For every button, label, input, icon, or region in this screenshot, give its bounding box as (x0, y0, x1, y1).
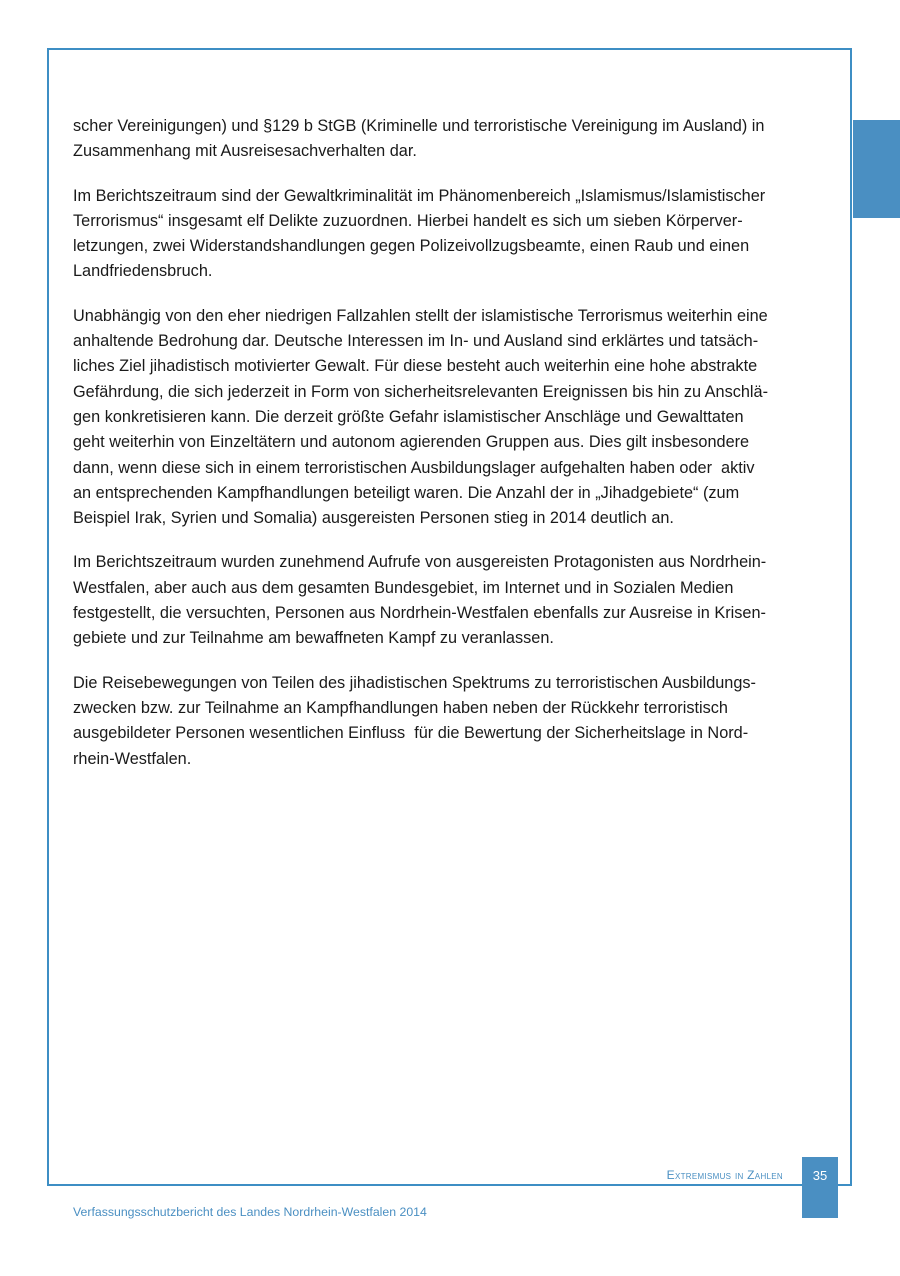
paragraph: Im Berichtszeitraum sind der Gewaltkriminalität im Phänomenbereich „Islamismus/Islamistischer Terrorismus“ insgesamt elf Delikte zuzuordnen. Hierbei handelt es sich um sieben Körperver- letzungen, zwei Widerstandshandlungen gegen Polizeivollzugsbeamte, einen Raub und einen Landfriedensbruch. (73, 186, 766, 281)
paragraph: scher Vereinigungen) und §129 b StGB (Kriminelle und terroristische Vereinigung im Ausland) in Zusammenhang mit Ausreisesachverhalten dar. (73, 117, 765, 161)
paragraph: Die Reisebewegungen von Teilen des jihadistischen Spektrums zu terroristischen Ausbildungs- zwecken bzw. zur Teilnahme an Kampfhandlungen haben neben der Rückkehr terroristisch ausgebildeter Personen wesentlichen Einfluss für die Bewertung der Sicherheitslage in Nord- rhein-Westfalen. (73, 673, 756, 768)
body-text (73, 114, 813, 791)
chapter-tab-marker (853, 120, 900, 218)
running-head: Extremismus in Zahlen (666, 1168, 783, 1182)
paragraph: Unabhängig von den eher niedrigen Fallzahlen stellt der islamistische Terrorismus weiterhin eine anhaltende Bedrohung dar. Deutsche Interessen im In- und Ausland sind erklärtes und tatsäch- liches Ziel jihadistisch motivierter Gewalt. Für diese besteht auch weiterhin eine hohe abstrakte Gefährdung, die sich jederzeit in Form von sicherheitsrelevanten Ereignissen bis hin zu Anschlä- gen konkretisieren kann. Die derzeit größte Gefahr islamistischer Anschläge und Gewalttaten geht weiterhin von Einzeltätern und autonom agierenden Gruppen aus. Dies gilt insbesondere dann, wenn diese sich in einem terroristischen Ausbildungslager aufgehalten haben oder aktiv an entsprechenden Kampfhandlungen beteiligt waren. Die Anzahl der in „Jihadgebiete“ (zum Beispiel Irak, Syrien und Somalia) ausgereisten Personen stieg in 2014 deutlich an. (73, 306, 769, 528)
page-number-box (802, 1157, 838, 1218)
paragraph: Im Berichtszeitraum wurden zunehmend Aufrufe von ausgereisten Protagonisten aus Nordrhein- Westfalen, aber auch aus dem gesamten Bundesgebiet, im Internet und in Sozialen Medien festgestellt, die versuchten, Personen aus Nordrhein-Westfalen ebenfalls zur Ausreise in Krisen- gebiete und zur Teilnahme am bewaffneten Kampf zu veranlassen. (73, 553, 767, 648)
page-number: 35 (812, 1168, 828, 1183)
footer-title: Verfassungsschutzbericht des Landes Nordrhein-Westfalen 2014 (73, 1205, 427, 1219)
